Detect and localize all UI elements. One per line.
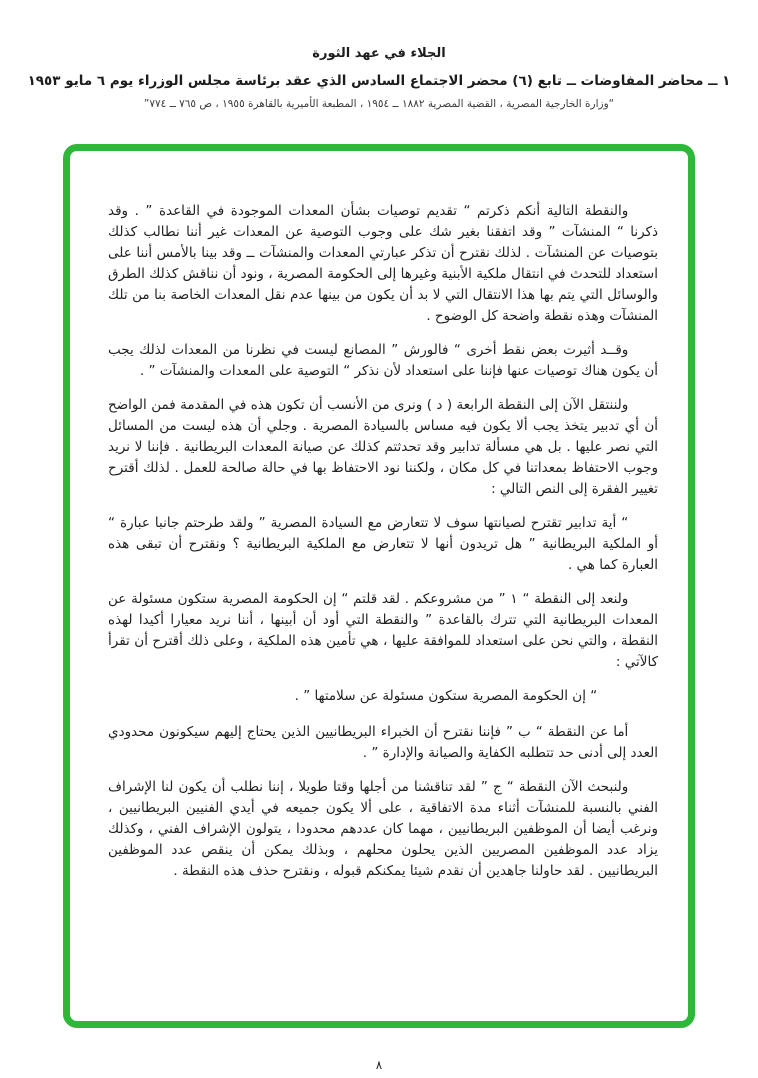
paragraph-3: ولننتقل الآن إلى النقطة الرابعة ( د ) ونرى من الأنسب أن تكون هذه في المقدمة فمن الواضح أن أي تدبير يتخذ يجب ألا يكون فيه مساس بالسيادة المصرية . وجلي أن هذه ليست من المسائل التي نصر عليها . بل هي مسألة تدابير وقد تحدثتم كذلك عن صيانة المعدات البريطانية . فإننا لا نريد وجوب الاحتفاظ بمعداتنا في كل مكان ، ولكننا نود الاحتفاظ بها في حالة صالحة للعمل . لذلك أقترح تغيير الفقرة إلى النص التالي : xyxy=(108,397,658,497)
page-number: ٨ xyxy=(375,1058,383,1072)
paragraph-7: أما عن النقطة “ ب ” فإننا نقترح أن الخبراء البريطانيين الذين يحتاج إليهم سيكونون محدودي العدد إلى أدنى حد تتطلبه الكفاية والصيانة والإدارة ” . xyxy=(108,724,658,761)
source-citation: “وزارة الخارجية المصرية ، القضية المصرية ١٨٨٢ ــ ١٩٥٤ ، المطبعة الأميرية بالقاهرة ١٩٥٥ ، ص ٧٦٥ ــ ٧٧٤” xyxy=(143,98,615,110)
paragraph-6-quote: “ إن الحكومة المصرية ستكون مسئولة عن سلامتها ” . xyxy=(294,688,598,704)
paragraph-1: والنقطة التالية أنكم ذكرتم “ تقديم توصيات بشأن المعدات الموجودة في القاعدة ” . وقد ذكرنا “ المنشآت ” وقد اتفقنا بغير شك على وجوب التوصية عن المعدات غير أننا نطالب كذلك بتوصيات عن المنشآت . لذلك نقترح أن تذكر عبارتي المعدات والمنشآت ــ وقد بينا بالأمس أننا على استعداد للتحدث في انتقال ملكية الأبنية وغيرها إلى الحكومة المصرية ، ونود أن نناقش كذلك الطرق والوسائل التي يتم بها هذا الانتقال التي لا بد أن يكون من بينها عدم نقل المعدات الخاصة بنا من تلك المنشآت وهذه نقطة واضحة كل الوضوح . xyxy=(108,203,658,324)
section-heading: ١ ــ محاضر المفاوضات ــ تابع (٦) محضر الاجتماع السادس الذي عقد برئاسة مجلس الوزراء يوم ٦ مايو ١٩٥٣ xyxy=(27,73,731,89)
paragraph-8: ولنبحث الآن النقطة “ ج ” لقد تناقشنا من أجلها وقتا طويلا ، إننا نطلب أن يكون لنا الإشراف الفني بالنسبة للمنشآت أثناء مدة الاتفاقية ، على ألا يكون جميعه في أيدي الفنيين البريطانيين ، ونرغب أيضا أن الموظفين البريطانيين ، مهما كان عددهم محدودا ، يتولون الإشراف الفني ، وكذلك يزاد عدد الموظفين المصريين الذين يحلون محلهم ، وبذلك يمكن أن ينقص عدد الموظفين البريطانيين . لقد حاولنا جاهدين أن نقدم شيئا يمكنكم قبوله ، ونقترح حذف هذه النقطة . xyxy=(108,779,658,879)
green-frame xyxy=(63,144,695,1028)
document-body xyxy=(108,201,658,882)
paragraph-4: “ أية تدابير تقترح لصيانتها سوف لا تتعارض مع السيادة المصرية ” ولقد طرحتم جانبا عبارة “ أو الملكية البريطانية ” هل تريدون أنها لا تتعارض مع الملكية البريطانية ؟ ونقترح أن تبقى هذه العبارة كما هي . xyxy=(108,515,658,573)
page-header xyxy=(0,0,758,110)
page-footer xyxy=(0,1058,758,1072)
paragraph-5: ولنعد إلى النقطة “ ١ ” من مشروعكم . لقد قلتم “ إن الحكومة المصرية ستكون مسئولة عن المعدات البريطانية التي تترك بالقاعدة ” والنقطة التي أود أن أبينها ، أننا نريد معيارا أكيدا لهذه النقطة ، والتي نحن على استعداد للموافقة عليها ، هي تأمين هذه الملكية ، وعلى ذلك أقترح أن تقرأ كالآتي : xyxy=(108,591,658,670)
paragraph-2: وقــد أثيرت بعض نقط أخرى “ فالورش ” المصانع ليست في نظرنا من المعدات لذلك يجب أن يكون هناك توصيات عنها فإننا على استعداد لأن نذكر “ التوصية على المعدات والمنشآت ” . xyxy=(108,342,658,379)
book-title: الجلاء في عهد الثورة xyxy=(312,46,446,61)
